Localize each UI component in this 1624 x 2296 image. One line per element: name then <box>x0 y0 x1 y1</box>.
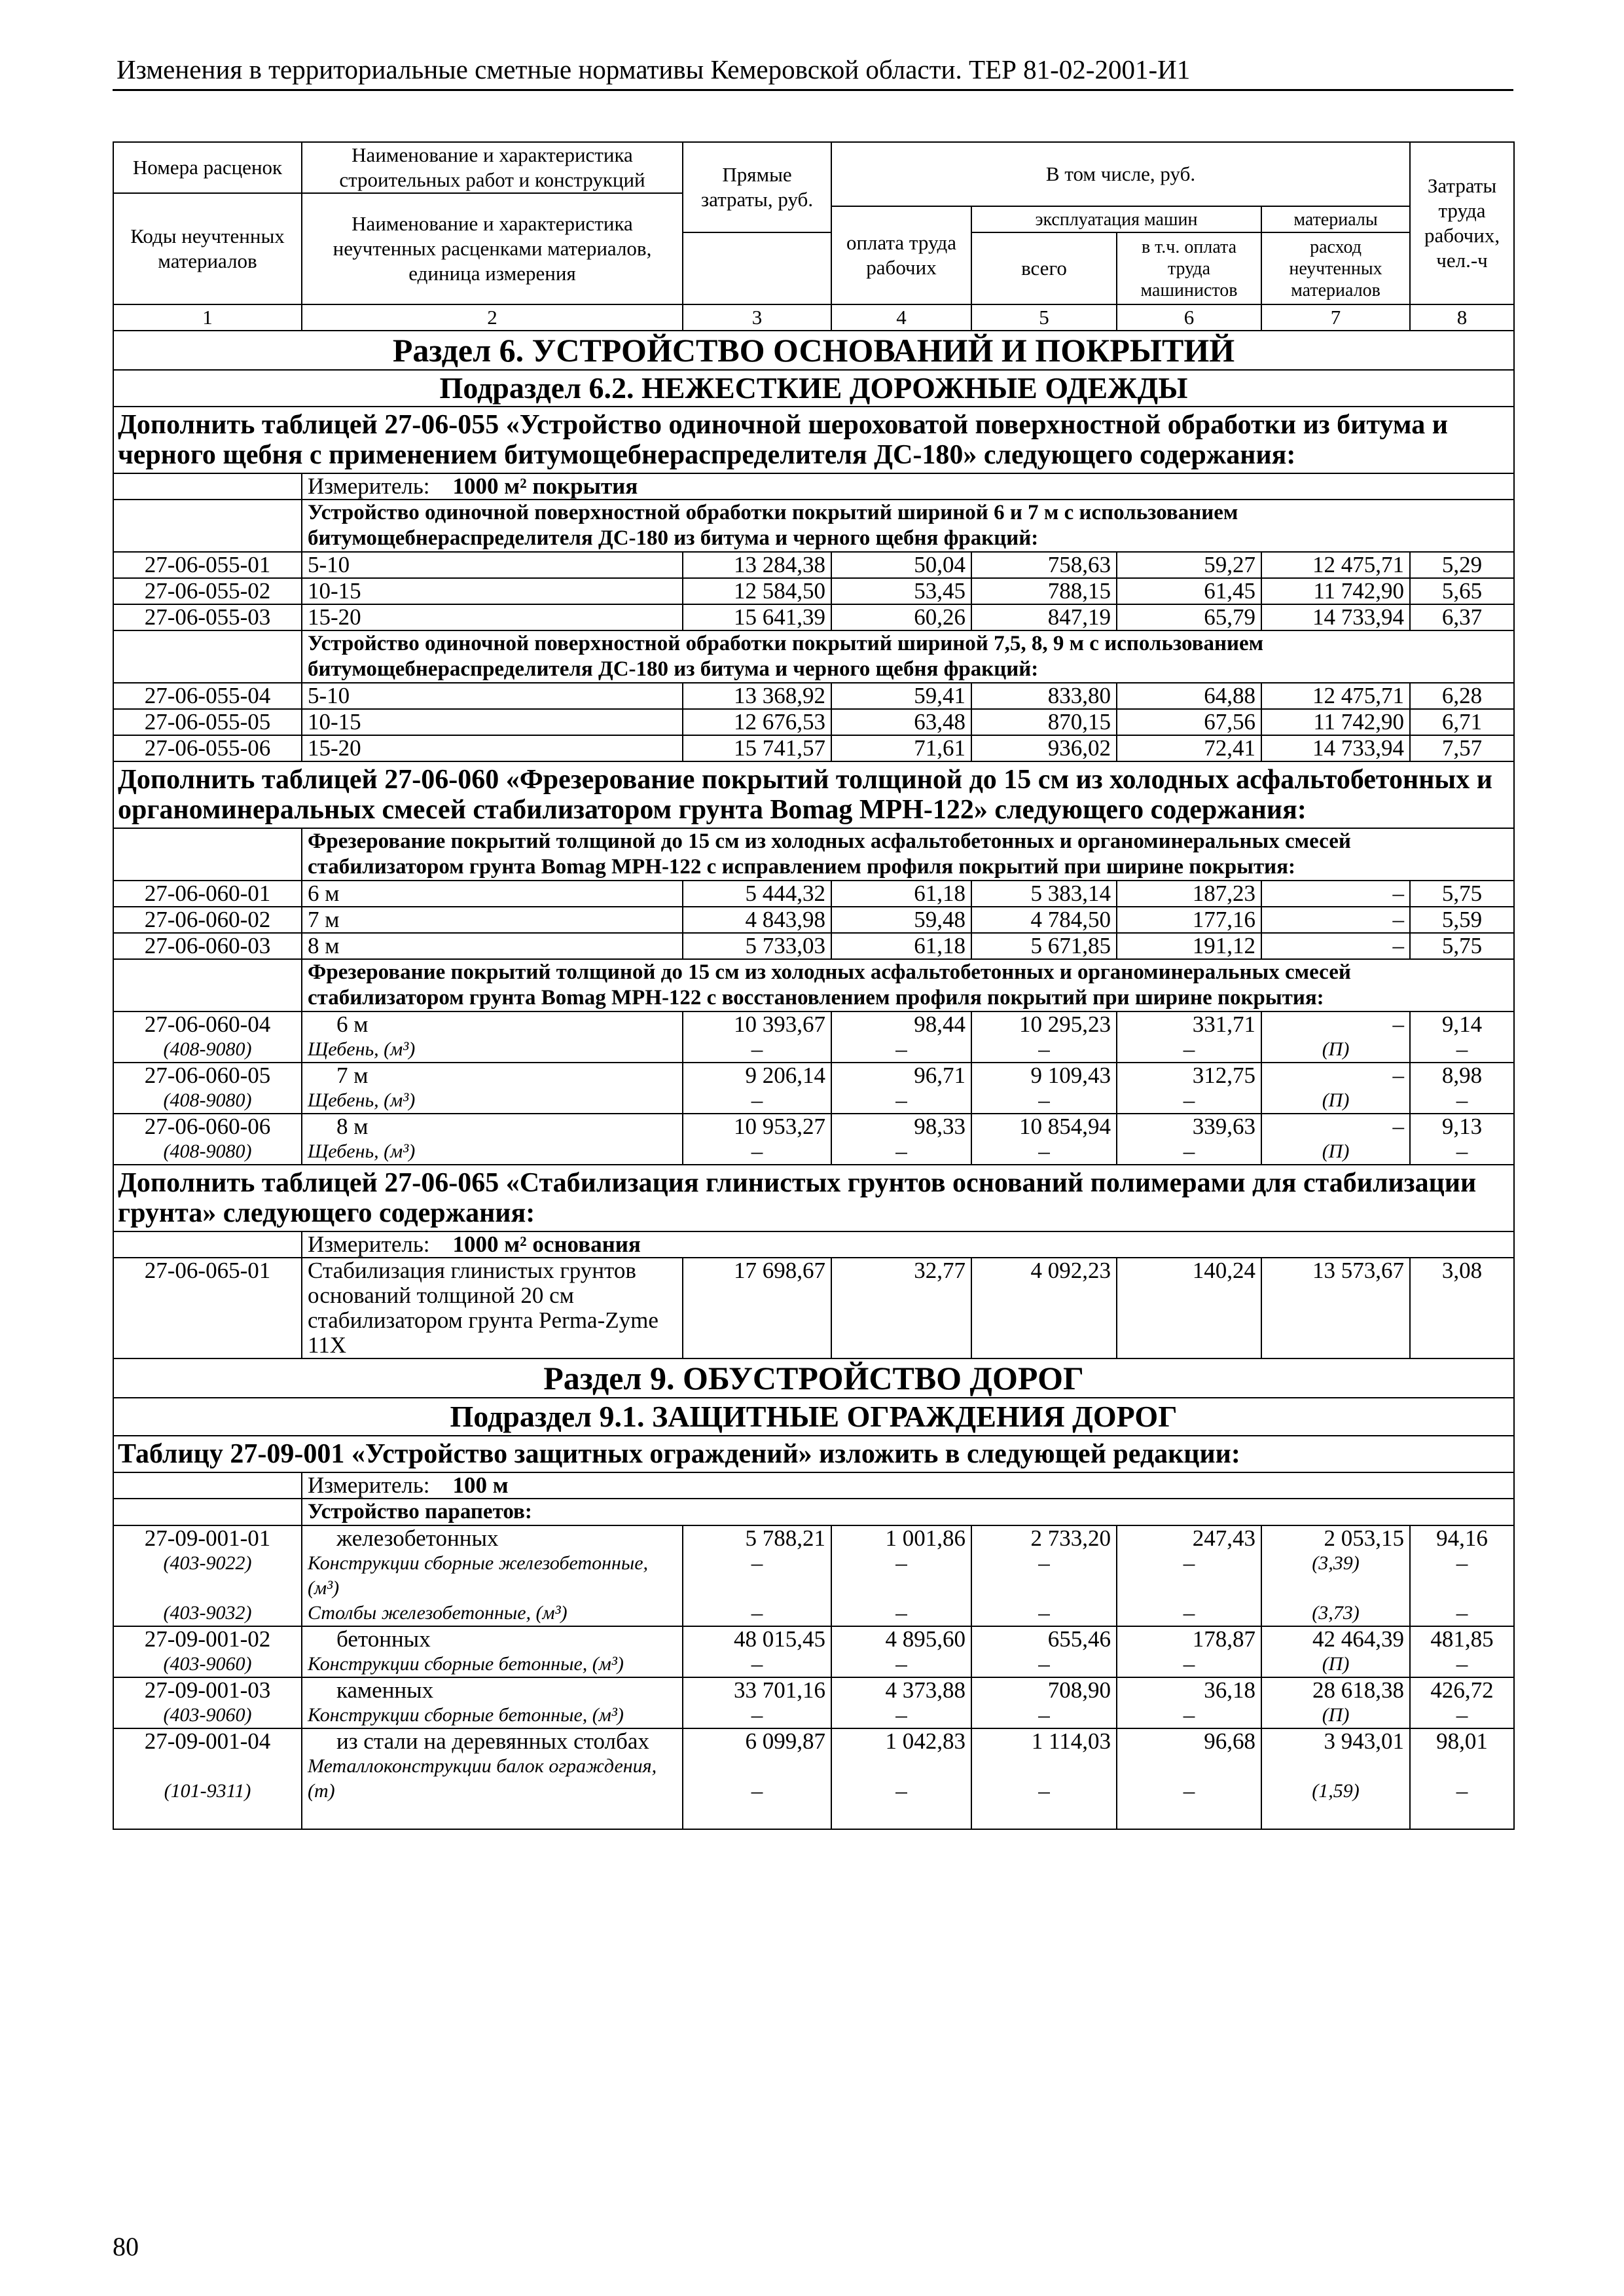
hdr-materials: материалы <box>1261 206 1410 232</box>
machines-cell: 10 854,94 – <box>971 1114 1117 1165</box>
table-row <box>113 881 1514 907</box>
direct-cost-cell: 15 741,57 <box>683 735 831 761</box>
group-title: Устройство парапетов: <box>302 1499 1514 1525</box>
hours-cell: 5,59 <box>1410 907 1514 933</box>
labor-cell: 59,48 <box>831 907 971 933</box>
table-row <box>113 1677 1514 1728</box>
hdr-col3: Прямые затраты, руб. <box>683 142 831 232</box>
name-cell: железобетонных Конструкции сборные железобетонные, (м³) Столбы железобетонные, (м³) <box>302 1525 683 1626</box>
name-cell: 8 м <box>302 933 683 959</box>
machines-cell: 5 671,85 <box>971 933 1117 959</box>
measure-row <box>302 1472 1514 1499</box>
col-num-8: 8 <box>1410 304 1514 331</box>
table-row <box>113 1114 1514 1165</box>
code-cell: 27-09-001-02 (403-9060) <box>113 1626 302 1677</box>
code-cell: 27-06-060-02 <box>113 907 302 933</box>
code-cell: 27-06-055-03 <box>113 604 302 630</box>
measure-spacer <box>113 1472 302 1499</box>
materials-cell: 28 618,38 (П) <box>1261 1677 1410 1728</box>
hours-cell: 5,75 <box>1410 933 1514 959</box>
direct-cost-cell: 4 843,98 <box>683 907 831 933</box>
name-cell: каменных Конструкции сборные бетонные, (м³) <box>302 1677 683 1728</box>
labor-cell: 63,48 <box>831 709 971 735</box>
materials-cell: 13 573,67 <box>1261 1258 1410 1358</box>
col-num-2: 2 <box>302 304 683 331</box>
code-cell: 27-06-055-06 <box>113 735 302 761</box>
measure-spacer <box>113 1231 302 1258</box>
materials-cell: 2 053,15 (3,39) (3,73) <box>1261 1525 1410 1626</box>
section-title: Раздел 6. УСТРОЙСТВО ОСНОВАНИЙ И ПОКРЫТИЙ <box>113 331 1514 370</box>
name-cell: 7 м Щебень, (м³) <box>302 1063 683 1114</box>
direct-cost-cell: 48 015,45 – <box>683 1626 831 1677</box>
machinist-labor-cell: 339,63 – <box>1117 1114 1261 1165</box>
table-row <box>113 1063 1514 1114</box>
hours-cell: 9,13 – <box>1410 1114 1514 1165</box>
direct-cost-cell: 13 368,92 <box>683 683 831 709</box>
measure-value: 1000 м² покрытия <box>452 473 638 499</box>
name-cell: Стабилизация глинистых грунтов оснований толщиной 20 см стабилизатором грунта Perma-Zyme 11X <box>302 1258 683 1358</box>
hours-cell: 9,14 – <box>1410 1011 1514 1063</box>
name-cell: 10-15 <box>302 709 683 735</box>
table-intro: Таблицу 27-09-001 «Устройство защитных ограждений» изложить в следующей редакции: <box>113 1436 1514 1472</box>
machinist-labor-cell: 140,24 <box>1117 1258 1261 1358</box>
labor-cell: 98,33 – <box>831 1114 971 1165</box>
labor-cell: 98,44 – <box>831 1011 971 1063</box>
name-cell: из стали на деревянных столбах Металлоконструкции балок ограждения, (т) <box>302 1728 683 1829</box>
measure-label: Измеритель: <box>308 1231 430 1257</box>
machinist-labor-cell: 59,27 <box>1117 552 1261 578</box>
col-num-3: 3 <box>683 304 831 331</box>
machinist-labor-cell: 331,71 – <box>1117 1011 1261 1063</box>
name-cell: 10-15 <box>302 578 683 604</box>
labor-cell: 61,18 <box>831 881 971 907</box>
hdr-col1-top: Номера расценок <box>113 142 302 193</box>
direct-cost-cell: 10 953,27 – <box>683 1114 831 1165</box>
table-intro: Дополнить таблицей 27-06-055 «Устройство одиночной шероховатой поверхностной обработки из битума и черного щебня с применением битумощебнераспределителя ДС-180» следующего содержания: <box>113 407 1514 473</box>
subsection-title: Подраздел 9.1. ЗАЩИТНЫЕ ОГРАЖДЕНИЯ ДОРОГ <box>113 1398 1514 1436</box>
labor-cell: 53,45 <box>831 578 971 604</box>
hdr-col5: всего <box>971 232 1117 304</box>
direct-cost-cell: 15 641,39 <box>683 604 831 630</box>
labor-cell: 61,18 <box>831 933 971 959</box>
labor-cell: 59,41 <box>831 683 971 709</box>
labor-cell: 4 895,60 – <box>831 1626 971 1677</box>
hdr-col1-bottom: Коды неучтенных материалов <box>113 193 302 304</box>
name-cell: 7 м <box>302 907 683 933</box>
materials-cell: – <box>1261 933 1410 959</box>
hours-cell: 5,65 <box>1410 578 1514 604</box>
name-cell: 15-20 <box>302 604 683 630</box>
machines-cell: 758,63 <box>971 552 1117 578</box>
direct-cost-cell: 12 676,53 <box>683 709 831 735</box>
hours-cell: 8,98 – <box>1410 1063 1514 1114</box>
table-row <box>113 604 1514 630</box>
table-row <box>113 578 1514 604</box>
machinist-labor-cell: 177,16 <box>1117 907 1261 933</box>
machinist-labor-cell: 67,56 <box>1117 709 1261 735</box>
direct-cost-cell: 9 206,14 – <box>683 1063 831 1114</box>
labor-cell: 4 373,88 – <box>831 1677 971 1728</box>
machines-cell: 847,19 <box>971 604 1117 630</box>
hours-cell: 6,71 <box>1410 709 1514 735</box>
labor-cell: 96,71 – <box>831 1063 971 1114</box>
materials-cell: 14 733,94 <box>1261 735 1410 761</box>
machines-cell: 936,02 <box>971 735 1117 761</box>
materials-cell: 12 475,71 <box>1261 683 1410 709</box>
name-cell: 5-10 <box>302 683 683 709</box>
machines-cell: 655,46 – <box>971 1626 1117 1677</box>
table-row <box>113 1626 1514 1677</box>
code-cell: 27-06-055-04 <box>113 683 302 709</box>
table-intro: Дополнить таблицей 27-06-065 «Стабилизация глинистых грунтов оснований полимерами для стабилизации грунта» следующего содержания: <box>113 1165 1514 1231</box>
table-intro: Дополнить таблицей 27-06-060 «Фрезерование покрытий толщиной до 15 см из холодных асфальтобетонных и органоминеральных смесей стабилизатором грунта Bomag MPH-122» следующего содержания: <box>113 761 1514 828</box>
materials-cell: – (П) <box>1261 1114 1410 1165</box>
code-cell: 27-06-060-01 <box>113 881 302 907</box>
table-row <box>113 709 1514 735</box>
group-spacer <box>113 828 302 881</box>
labor-cell: 1 001,86 – – <box>831 1525 971 1626</box>
direct-cost-cell: 13 284,38 <box>683 552 831 578</box>
group-title: Фрезерование покрытий толщиной до 15 см из холодных асфальтобетонных и органоминеральных смесей стабилизатором грунта Bomag MPH-122 с восстановлением профиля покрытий при ширине покрытия: <box>302 959 1514 1011</box>
table-row <box>113 907 1514 933</box>
code-cell: 27-06-060-06 (408-9080) <box>113 1114 302 1165</box>
code-cell: 27-06-060-04 (408-9080) <box>113 1011 302 1063</box>
machines-cell: 833,80 <box>971 683 1117 709</box>
table-row <box>113 933 1514 959</box>
machines-cell: 5 383,14 <box>971 881 1117 907</box>
machinist-labor-cell: 36,18 – <box>1117 1677 1261 1728</box>
table-row <box>113 735 1514 761</box>
hours-cell: 94,16 – – <box>1410 1525 1514 1626</box>
code-cell: 27-06-055-02 <box>113 578 302 604</box>
code-cell: 27-06-060-05 (408-9080) <box>113 1063 302 1114</box>
code-cell: 27-09-001-01 (403-9022) (403-9032) <box>113 1525 302 1626</box>
col-num-7: 7 <box>1261 304 1410 331</box>
hours-cell: 7,57 <box>1410 735 1514 761</box>
name-cell: 15-20 <box>302 735 683 761</box>
direct-cost-cell: 5 444,32 <box>683 881 831 907</box>
materials-cell: 3 943,01 (1,59) <box>1261 1728 1410 1829</box>
direct-cost-cell: 5 788,21 – – <box>683 1525 831 1626</box>
machines-cell: 870,15 <box>971 709 1117 735</box>
hdr-col6: в т.ч. оплата труда машинистов <box>1117 232 1261 304</box>
group-title: Устройство одиночной поверхностной обработки покрытий шириной 6 и 7 м с использованием битумощебнераспределителя ДС-180 из битума и черного щебня фракций: <box>302 500 1514 552</box>
page-number: 80 <box>113 2232 139 2261</box>
table-row <box>113 1258 1514 1358</box>
code-cell: 27-06-055-01 <box>113 552 302 578</box>
table-row <box>113 552 1514 578</box>
machinist-labor-cell: 191,12 <box>1117 933 1261 959</box>
code-cell: 27-06-060-03 <box>113 933 302 959</box>
materials-cell: – (П) <box>1261 1011 1410 1063</box>
hours-cell: 6,37 <box>1410 604 1514 630</box>
machines-cell: 788,15 <box>971 578 1117 604</box>
labor-cell: 60,26 <box>831 604 971 630</box>
group-spacer <box>113 500 302 552</box>
materials-cell: 14 733,94 <box>1261 604 1410 630</box>
code-cell: 27-06-065-01 <box>113 1258 302 1358</box>
measure-spacer <box>113 473 302 500</box>
direct-cost-cell: 6 099,87 – <box>683 1728 831 1829</box>
direct-cost-cell: 33 701,16 – <box>683 1677 831 1728</box>
hours-cell: 6,28 <box>1410 683 1514 709</box>
code-cell: 27-06-055-05 <box>113 709 302 735</box>
machines-cell: 9 109,43 – <box>971 1063 1117 1114</box>
name-cell: бетонных Конструкции сборные бетонные, (м³) <box>302 1626 683 1677</box>
group-spacer <box>113 1499 302 1525</box>
machines-cell: 4 092,23 <box>971 1258 1117 1358</box>
measure-label: Измеритель: <box>308 1472 430 1498</box>
materials-cell: 11 742,90 <box>1261 709 1410 735</box>
table-row <box>113 1011 1514 1063</box>
hdr-col3-spacer <box>683 232 831 304</box>
materials-cell: 11 742,90 <box>1261 578 1410 604</box>
machines-cell: 1 114,03 – <box>971 1728 1117 1829</box>
labor-cell: 71,61 <box>831 735 971 761</box>
hdr-col2-top: Наименование и характеристика строительных работ и конструкций <box>302 142 683 193</box>
measure-label: Измеритель: <box>308 473 430 499</box>
name-cell: 5-10 <box>302 552 683 578</box>
subsection-title: Подраздел 6.2. НЕЖЕСТКИЕ ДОРОЖНЫЕ ОДЕЖДЫ <box>113 370 1514 407</box>
machinist-labor-cell: 64,88 <box>1117 683 1261 709</box>
hdr-col7: расход неучтенных материалов <box>1261 232 1410 304</box>
machines-cell: 2 733,20 – – <box>971 1525 1117 1626</box>
direct-cost-cell: 5 733,03 <box>683 933 831 959</box>
name-cell: 6 м Щебень, (м³) <box>302 1011 683 1063</box>
name-cell: 6 м <box>302 881 683 907</box>
table-row <box>113 1525 1514 1626</box>
col-num-6: 6 <box>1117 304 1261 331</box>
measure-row <box>302 473 1514 500</box>
materials-cell: 12 475,71 <box>1261 552 1410 578</box>
hours-cell: 5,29 <box>1410 552 1514 578</box>
hours-cell: 3,08 <box>1410 1258 1514 1358</box>
machines-cell: 708,90 – <box>971 1677 1117 1728</box>
materials-cell: – <box>1261 881 1410 907</box>
hours-cell: 481,85 – <box>1410 1626 1514 1677</box>
price-table <box>113 141 1515 1830</box>
labor-cell: 1 042,83 – <box>831 1728 971 1829</box>
hdr-machines: эксплуатация машин <box>971 206 1261 232</box>
code-cell: 27-09-001-04 (101-9311) <box>113 1728 302 1829</box>
table-row <box>113 1728 1514 1829</box>
running-header: Изменения в территориальные сметные нормативы Кемеровской области. ТЕР 81-02-2001-И1 <box>117 54 1191 84</box>
hours-cell: 5,75 <box>1410 881 1514 907</box>
hours-cell: 426,72 – <box>1410 1677 1514 1728</box>
machinist-labor-cell: 65,79 <box>1117 604 1261 630</box>
direct-cost-cell: 17 698,67 <box>683 1258 831 1358</box>
machinist-labor-cell: 312,75 – <box>1117 1063 1261 1114</box>
direct-cost-cell: 12 584,50 <box>683 578 831 604</box>
header-rule <box>113 89 1513 91</box>
hdr-incl: В том числе, руб. <box>831 142 1410 206</box>
col-num-1: 1 <box>113 304 302 331</box>
measure-row <box>302 1231 1514 1258</box>
group-title: Фрезерование покрытий толщиной до 15 см из холодных асфальтобетонных и органоминеральных смесей стабилизатором грунта Bomag MPH-122 с исправлением профиля покрытий при ширине покрытия: <box>302 828 1514 881</box>
machinist-labor-cell: 61,45 <box>1117 578 1261 604</box>
machinist-labor-cell: 247,43 – – <box>1117 1525 1261 1626</box>
group-title: Устройство одиночной поверхностной обработки покрытий шириной 7,5, 8, 9 м с использованием битумощебнераспределителя ДС-180 из битума и черного щебня фракций: <box>302 630 1514 683</box>
hdr-col2-bottom: Наименование и характеристика неучтенных расценками материалов, единица измерения <box>302 193 683 304</box>
name-cell: 8 м Щебень, (м³) <box>302 1114 683 1165</box>
code-cell: 27-09-001-03 (403-9060) <box>113 1677 302 1728</box>
col-num-5: 5 <box>971 304 1117 331</box>
section-title: Раздел 9. ОБУСТРОЙСТВО ДОРОГ <box>113 1358 1514 1398</box>
measure-value: 1000 м² основания <box>452 1231 641 1257</box>
measure-value: 100 м <box>452 1472 509 1498</box>
materials-cell: – (П) <box>1261 1063 1410 1114</box>
group-spacer <box>113 959 302 1011</box>
machinist-labor-cell: 96,68 – <box>1117 1728 1261 1829</box>
labor-cell: 50,04 <box>831 552 971 578</box>
materials-cell: – <box>1261 907 1410 933</box>
group-spacer <box>113 630 302 683</box>
materials-cell: 42 464,39 (П) <box>1261 1626 1410 1677</box>
machinist-labor-cell: 187,23 <box>1117 881 1261 907</box>
direct-cost-cell: 10 393,67 – <box>683 1011 831 1063</box>
col-num-4: 4 <box>831 304 971 331</box>
machines-cell: 10 295,23 – <box>971 1011 1117 1063</box>
machines-cell: 4 784,50 <box>971 907 1117 933</box>
table-row <box>113 683 1514 709</box>
hdr-col8: Затраты труда рабочих, чел.-ч <box>1410 142 1514 304</box>
hdr-col4: оплата труда рабочих <box>831 206 971 304</box>
machinist-labor-cell: 72,41 <box>1117 735 1261 761</box>
hours-cell: 98,01 – <box>1410 1728 1514 1829</box>
machinist-labor-cell: 178,87 – <box>1117 1626 1261 1677</box>
labor-cell: 32,77 <box>831 1258 971 1358</box>
